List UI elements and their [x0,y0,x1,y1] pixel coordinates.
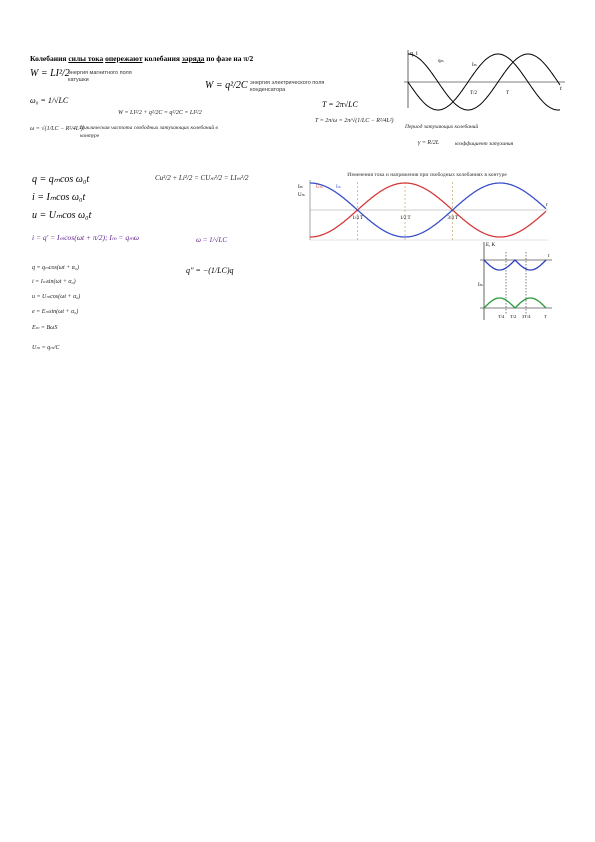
t-axis-label: t [546,202,548,208]
electric-energy-curve [484,298,546,308]
voltage-formula: u = Uₘcos ω₀t [32,210,92,221]
half-tick-label: 1/2 T [400,216,411,221]
three-quarter-tick: 3T/4 [522,314,531,319]
y-axis-label: q, i [410,51,418,57]
voltage-amplitude-formula: Uₘ = qₘ/C [32,345,60,351]
total-energy-formula: W = LI²/2 + q²/2C = q²/2C = LI²/2 [118,110,202,116]
energy-chart [476,238,556,324]
magnetic-energy-curve [484,260,546,270]
im-label: Iₘ [478,283,483,288]
magnetic-energy-formula: W = LI²/2 [30,68,70,79]
heading-word: опережают [105,54,143,63]
current-phase-formula: i = q' = Iₘcos(ωt + π/2); Iₘ = qₘω [32,233,140,242]
half-period-label: T/2 [470,91,477,96]
quarter-tick: T/4 [498,314,505,319]
im-label: Iₘ [472,63,477,68]
electric-energy-formula: W = q²/2C [205,80,248,91]
damping-note: коэффициент затухания [455,141,514,147]
current-formula: i = Iₘcos ω₀t [32,192,86,203]
energy-balance-formula: Cu²/2 + Li²/2 = CUₘ²/2 = LIₘ²/2 [155,174,249,182]
heading-word: заряда [181,54,205,63]
general-charge-formula: q = qₘcos(ωt + α₀) [32,265,79,271]
damped-omega-formula: ω = √(1/LC − R²/4L²) [30,126,83,132]
general-emf-formula: e = Eₘsin(ωt + α₀) [32,309,79,315]
current-voltage-chart [296,168,558,246]
second-derivative-formula: q'' = −(1/LC)q [186,266,234,275]
damped-period-note: Период затухающих колебаний [405,124,479,130]
emf-amplitude-formula: Eₘ = BωS [32,325,58,331]
im-series-label: Iₘ [336,185,341,190]
quarter-tick-label: 1/4 T [352,216,364,221]
heading-word: колебания [144,54,180,63]
general-voltage-formula: u = Uₘcos(ωt + α₀) [32,294,81,300]
three-quarter-tick-label: 3/4 T [447,216,459,221]
chart-title: Изменения тока и напряжения при свободных колебаниях в контуре [347,172,507,178]
charge-formula: q = qₘcos ω₀t [32,174,90,185]
damping-formula: γ = R/2L [418,140,440,146]
im-axis-label: Iₘ [298,185,303,190]
t-axis-label: t [548,254,550,259]
general-current-formula: i = Iₘsin(ωt + α₀) [32,279,76,285]
damped-omega-note: Циклическая частота свободных затухающих колебаний в контуре [80,125,218,139]
period-label: T [506,91,510,96]
um-series-label: Uₘ [316,185,323,190]
omega0-formula: ω₀ = 1/√LC [30,96,69,105]
thomson-formula: T = 2π√LC [322,100,358,109]
half-tick: T/2 [510,314,517,319]
heading-word: по фазе на π/2 [206,54,254,63]
electric-energy-note: энергия электрического поля конденсатора [250,80,325,93]
qm-label: qₘ [438,59,444,64]
x-axis-label: t [560,86,562,92]
magnetic-energy-note: энергия магнитного поля катушки [68,70,132,83]
damped-period-formula: T = 2π/ω = 2π/√(1/LC − R²/4L²) [315,118,394,124]
um-axis-label: Uₘ [298,193,305,198]
omega-definition: ω = 1/√LC [196,236,228,244]
heading-word: силы тока [68,54,104,63]
charge-current-graph [400,44,570,114]
y-axis-label: E, K [486,243,496,248]
heading-word: Колебания [30,54,67,63]
page-heading [30,54,253,63]
period-tick: T [544,314,547,319]
